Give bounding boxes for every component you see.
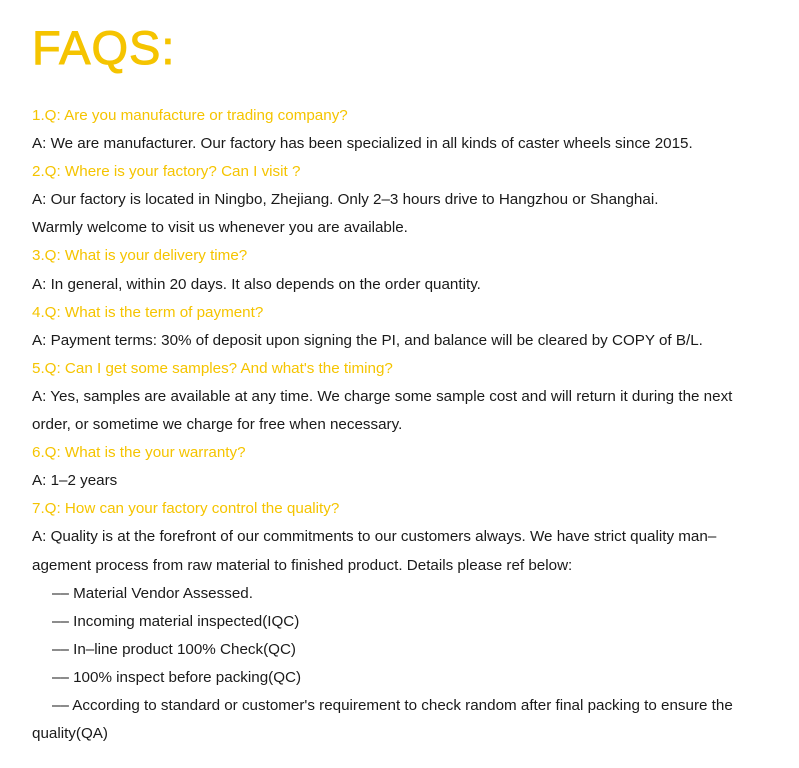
- faq-answer-line: –– Material Vendor Assessed.: [52, 584, 253, 602]
- faq-question-line: 7.Q: How can your factory control the quality?: [32, 500, 340, 518]
- faq-answer-line: A: Yes, samples are available at any time. We charge some sample cost and will return it during the next: [32, 387, 733, 405]
- faq-answer-line: –– Incoming material inspected(IQC): [52, 612, 300, 630]
- faq-answer-line: A: Our factory is located in Ningbo, Zhejiang. Only 2–3 hours drive to Hangzhou or Shanghai.: [32, 191, 659, 209]
- faq-answer-line: –– According to standard or customer's requirement to check random after final packing to ensure the: [52, 696, 733, 714]
- faq-list: [32, 102, 792, 748]
- faq-answer-line: Warmly welcome to visit us whenever you are available.: [32, 219, 408, 237]
- faq-question-line: 4.Q: What is the term of payment?: [32, 303, 264, 321]
- page-title: FAQS:: [32, 21, 176, 74]
- faq-answer-line: A: We are manufacturer. Our factory has been specialized in all kinds of caster wheels since 2015.: [32, 135, 693, 153]
- faq-answer-line: A: Payment terms: 30% of deposit upon signing the PI, and balance will be cleared by COPY of B/L.: [32, 331, 703, 349]
- faq-answer-line: A: 1–2 years: [32, 472, 118, 490]
- faq-answer-line: order, or sometime we charge for free when necessary.: [32, 416, 403, 434]
- faq-question-line: 2.Q: Where is your factory? Can I visit ?: [32, 163, 301, 181]
- faq-question-line: 6.Q: What is the your warranty?: [32, 444, 246, 462]
- faq-answer-line: –– 100% inspect before packing(QC): [52, 668, 302, 686]
- faq-answer-line: –– In–line product 100% Check(QC): [52, 640, 296, 658]
- faq-question-line: 5.Q: Can I get some samples? And what's the timing?: [32, 359, 393, 377]
- faq-answer-line: quality(QA): [32, 725, 108, 743]
- faq-answer-line: A: Quality is at the forefront of our commitments to our customers always. We have strict quality man–: [32, 528, 717, 546]
- faq-answer-line: agement process from raw material to finished product. Details please ref below:: [32, 556, 573, 574]
- faq-question-line: 3.Q: What is your delivery time?: [32, 247, 248, 265]
- faq-answer-line: A: In general, within 20 days. It also depends on the order quantity.: [32, 275, 481, 293]
- faq-question-line: 1.Q: Are you manufacture or trading company?: [32, 107, 348, 124]
